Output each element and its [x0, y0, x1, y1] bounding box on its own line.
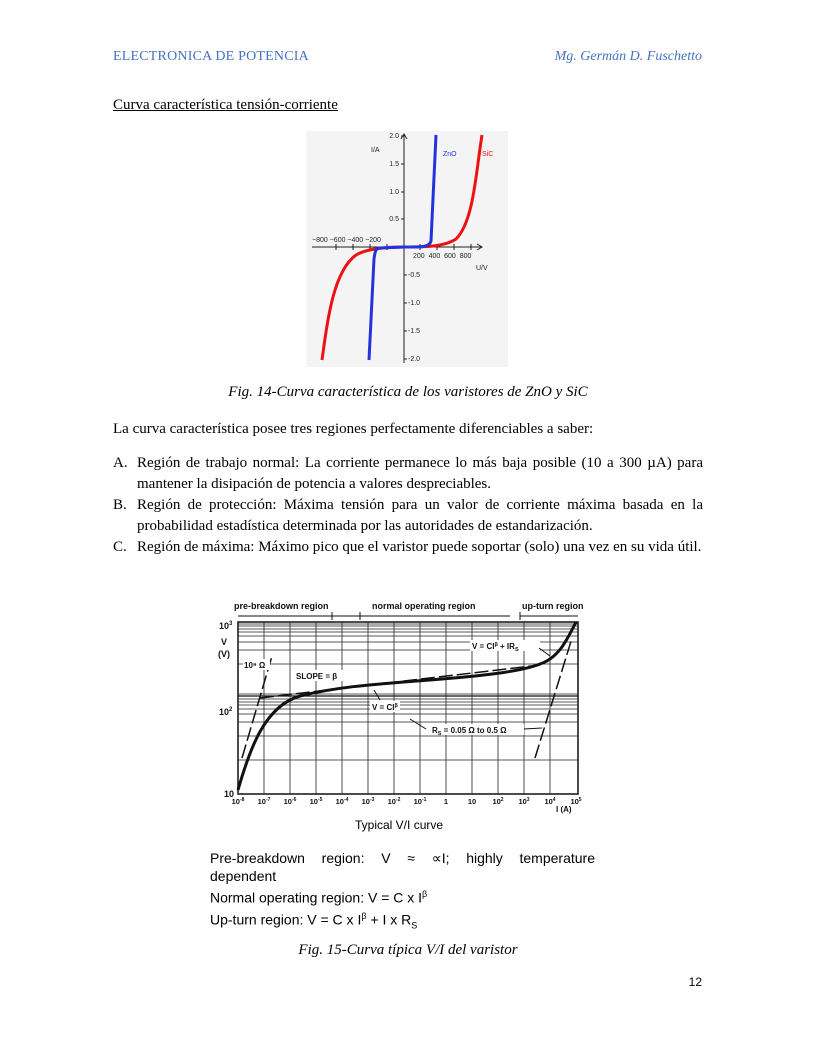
list-item [113, 495, 703, 537]
x-tick-label: 1 [443, 797, 449, 806]
intro-paragraph: La curva característica posee tres regiones perfectamente diferenciables a saber: [113, 421, 594, 437]
list-item [113, 453, 703, 495]
legend-sic: SiC [482, 151, 494, 158]
region-normal-label: normal operating region [372, 601, 476, 611]
x-tick-label: $10^{-1}$ [413, 797, 427, 806]
note-upturn: Up-turn region: V = C x $I^\beta + I$ x $R_S$ [210, 910, 418, 931]
x-tick-label: $10^3$ [518, 797, 530, 806]
list-item-text: Región de trabajo normal: La corriente permanece lo más baja posible (10 a 300 µA) para mantener la disipación de potencia a valores despreciables. [137, 455, 703, 492]
section-title: Curva característica tensión-corriente [113, 97, 338, 113]
x-tick-label: $10^{-6}$ [283, 797, 297, 806]
region-pre-label: pre-breakdown region [234, 601, 329, 611]
list-marker: C. [113, 539, 127, 555]
x-tick-label: $10^4$ [544, 797, 556, 806]
list-marker: B. [113, 497, 127, 513]
y-axis-unit: (V) [218, 649, 230, 659]
y-tick: -2.0 [408, 356, 421, 363]
y-tick-top: $10^3$ [219, 621, 233, 631]
x-axis-label: U/V [476, 265, 488, 272]
y-tick-bottom: 10 [224, 789, 235, 799]
x-tick-label: $10^{-2}$ [387, 797, 401, 806]
annotation-v-ci-irs: $V = CI^\beta + IR_S$ [472, 642, 519, 653]
annotation-v-ci: $V = CI^\beta$ [372, 703, 398, 712]
y-axis-label: I/A [371, 147, 380, 154]
x-tick-label: $10^{-4}$ [335, 797, 349, 806]
regions-list [113, 453, 703, 558]
list-item [113, 537, 703, 558]
figure-15-subtitle: Typical V/I curve [355, 818, 444, 832]
figure-15-caption: Fig. 15-Curva típica V/I del varistor [298, 942, 518, 958]
annotation-rs: $R_S = 0.05$ Ω to 0.5 Ω [432, 726, 507, 737]
header-author: Mg. Germán D. Fuschetto [554, 49, 702, 64]
figure-14-caption: Fig. 14-Curva característica de los varistores de ZnO y SiC [228, 384, 588, 400]
annotation-slope: SLOPE = β [296, 672, 338, 681]
x-tick-label: $10^2$ [492, 797, 504, 806]
x-ticks-negative: −800 −600 −400 −200 [312, 237, 381, 244]
region-upturn-label: up-turn region [522, 601, 584, 611]
y-tick: 1.5 [389, 161, 399, 168]
x-ticks-positive: 200 400 600 800 [413, 253, 472, 260]
x-tick-label: 10 [467, 797, 477, 806]
y-tick: -1.0 [408, 300, 421, 307]
list-item-text: Región de máxima: Máximo pico que el varistor puede soportar (solo) una vez en su vida útil. [137, 539, 702, 555]
list-marker: A. [113, 455, 128, 471]
page-number: 12 [688, 975, 702, 989]
pre-breakdown-asymptote [242, 656, 272, 758]
typical-vi-curve-chart [210, 598, 595, 834]
y-axis-label: V [221, 637, 228, 647]
region-notes [210, 849, 595, 934]
legend-zno: ZnO [443, 151, 457, 158]
note-normal: Normal operating region: V = C x $I^\beta$ [210, 889, 428, 906]
x-tick-label: $10^5$ [570, 797, 582, 806]
list-item-text: Región de protección: Máxima tensión para un valor de corriente máxima basada en la probabilidad estadística determinada por las autoridades de estandarización. [137, 497, 703, 534]
annotation-resistance: 10⁹ Ω [244, 661, 266, 670]
y-tick: -0.5 [408, 272, 421, 279]
header-title: ELECTRONICA DE POTENCIA [113, 49, 309, 64]
note-pre-breakdown: Pre-breakdown region: V ≈ ∝I; highly temperature [210, 850, 595, 866]
x-tick-label: $10^{-3}$ [361, 797, 375, 806]
y-tick: 1.0 [389, 189, 399, 196]
x-tick-label: $10^{-5}$ [309, 797, 323, 806]
x-tick-label: $10^{-7}$ [257, 797, 271, 806]
y-tick: -1.5 [408, 328, 421, 335]
y-tick: 2.0 [389, 133, 399, 140]
y-tick-mid: $10^2$ [219, 707, 233, 717]
y-tick: 0.5 [389, 216, 399, 223]
x-tick-label: $10^{-8}$ [231, 797, 245, 806]
varistor-iv-chart [306, 131, 508, 367]
x-axis-unit: I (A) [556, 805, 572, 814]
note-pre-breakdown-cont: dependent [210, 868, 277, 884]
